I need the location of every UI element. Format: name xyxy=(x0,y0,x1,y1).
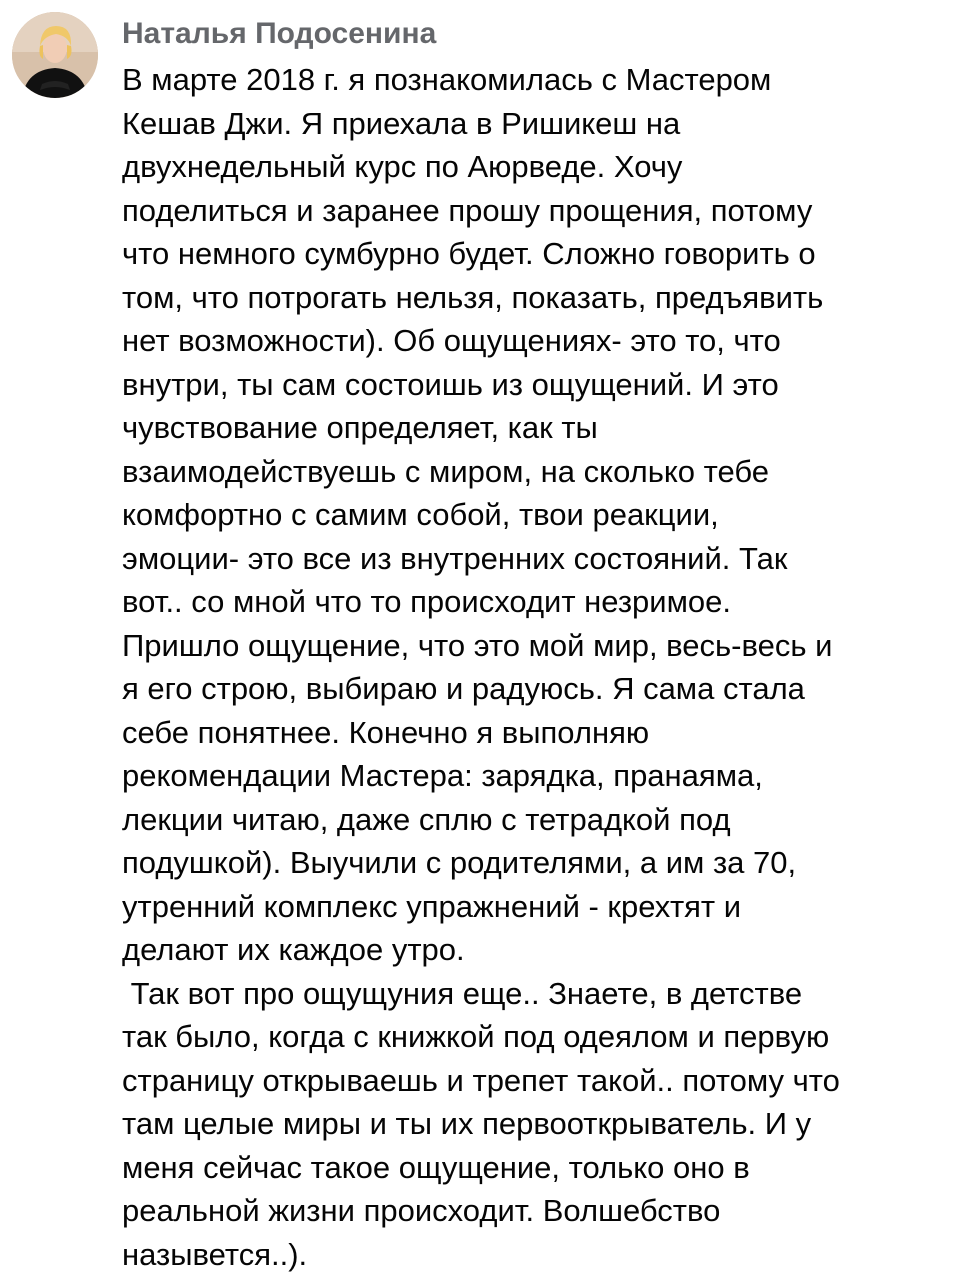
comment-text-line: лекции читаю, даже сплю с тетрадкой под xyxy=(122,801,731,837)
comment-text-line: так было, когда с книжкой под одеялом и первую xyxy=(122,1019,830,1054)
avatar[interactable] xyxy=(12,12,98,98)
comment-text-line: нет возможности). Об ощущениях- это то, что xyxy=(122,323,781,358)
comment-text-line: подушкой). Выучили с родителями, а им за 70, xyxy=(122,845,797,880)
comment-text-line: что немного сумбурно будет. Сложно говорить о xyxy=(122,236,816,271)
comment-text-line: вот.. со мной что то происходит незримое. xyxy=(122,584,732,619)
comment-text-line: Кешав Джи. Я приехала в Ришикеш на xyxy=(122,105,681,141)
comment-text-line: меня сейчас такое ощущение, только оно в xyxy=(122,1149,750,1185)
comment-text-line: Пришло ощущение, что это мой мир, весь-весь и xyxy=(122,627,833,663)
comment-text-line: себе понятнее. Конечно я выполняю xyxy=(122,714,650,750)
comment-text-line: утренний комплекс упражнений - крехтят и xyxy=(122,888,742,924)
comment-text-line: В марте 2018 г. я познакомилась с Мастером xyxy=(122,62,772,97)
comment-text-line: рекомендации Мастера: зарядка, пранаяма, xyxy=(122,758,763,793)
comment-text-line: Так вот про ощущуния еще.. Знаете, в детстве xyxy=(122,975,803,1011)
comment-text-line: чувствование определяет, как ты xyxy=(122,410,598,445)
comment-text-line: поделиться и заранее прошу прощения, потому xyxy=(122,192,813,228)
comment-text-line: том, что потрогать нельзя, показать, предъявить xyxy=(122,279,824,315)
comment-text-line: внутри, ты сам состоишь из ощущений. И это xyxy=(122,366,779,402)
comment-text-line: там целые миры и ты их первооткрыватель. И у xyxy=(122,1106,812,1141)
comment-text-line: реальной жизни происходит. Волшебство xyxy=(122,1193,721,1228)
comment-text-line: взаимодействуешь с миром, на сколько тебе xyxy=(122,453,770,489)
comment-body xyxy=(122,58,952,1276)
comment-text-line: я его строю, выбираю и радуюсь. Я сама стала xyxy=(122,671,805,706)
comment-text-line: эмоции- это все из внутренних состояний. Так xyxy=(122,540,788,576)
comment-text-line: страницу открываешь и трепет такой.. потому что xyxy=(122,1062,840,1098)
comment-text-line: делают их каждое утро. xyxy=(122,932,465,967)
comment-author-name[interactable]: Наталья Подосенина xyxy=(122,17,437,50)
comment-text-line: двухнедельный курс по Аюрведе. Хочу xyxy=(122,149,683,184)
comment-text-line: комфортно с самим собой, твои реакции, xyxy=(122,497,719,532)
comment-text-line: назывется..). xyxy=(122,1236,308,1272)
user-photo-avatar-icon xyxy=(12,12,98,98)
